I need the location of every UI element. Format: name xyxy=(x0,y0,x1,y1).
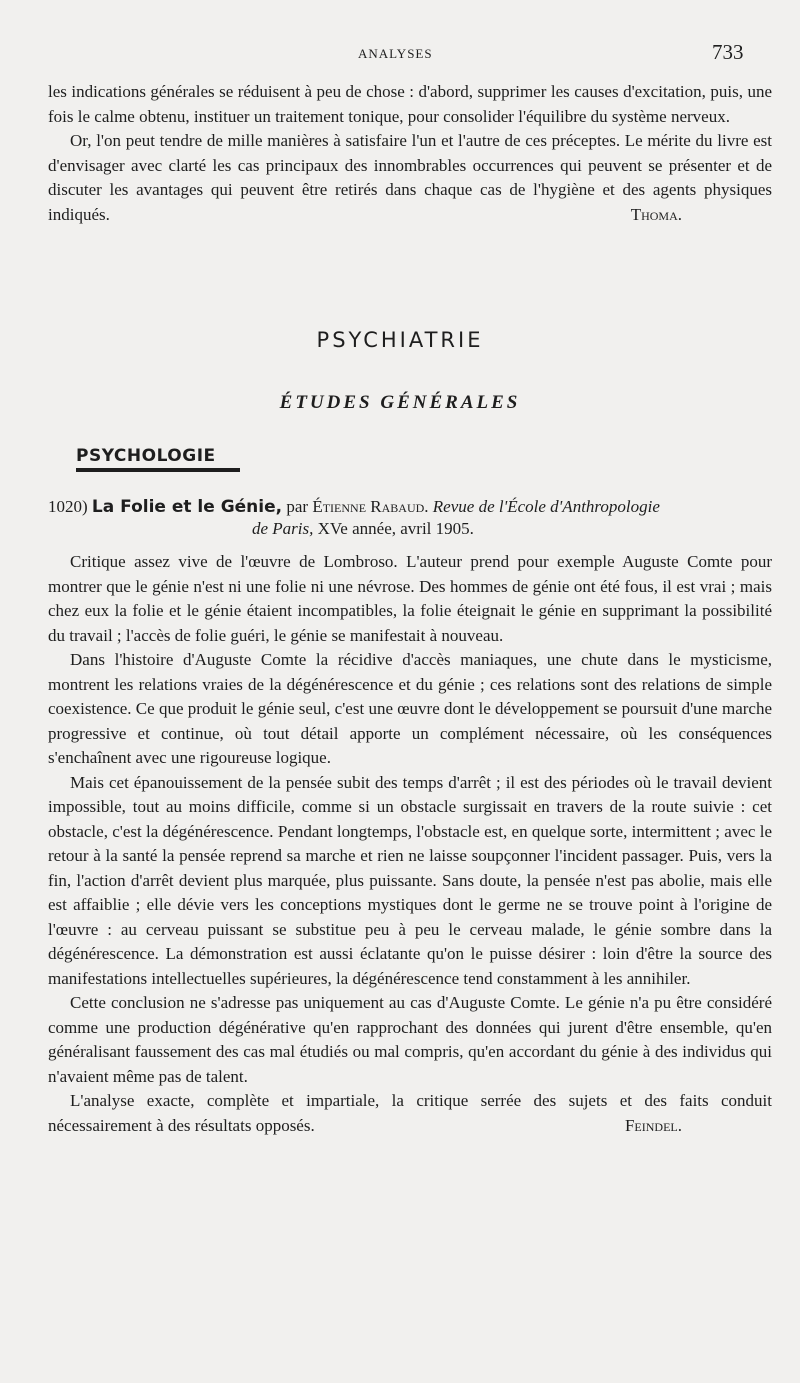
entry-author: Étienne Rabaud. xyxy=(312,497,429,516)
paragraph: les indications générales se réduisent à peu de chose : d'abord, supprimer les causes d'excitation, puis, une fois le calme obtenu, instituer un traitement tonique, pour consolider l'équilibre du système nerveux. xyxy=(48,82,772,126)
reviewer-signature: Thoma. xyxy=(630,204,682,224)
entry-journal: Revue de l'École d'Anthropologie xyxy=(432,497,660,516)
paragraph: Dans l'histoire d'Auguste Comte la récidive d'accès maniaques, une chute dans le mysticisme, montrent les relations vraies de la dégénérescence et du génie ; ces relations sont des relations de simple coexistence. Ce que produit le génie seul, c'est une œuvre dont le développement se poursuit d'une marche progressive et continue, où tout détail apporte un complément nécessaire, où les conséquences s'enchaînent avec une rigoureuse logique. xyxy=(48,650,772,767)
category-heading: PSYCHOLOGIE xyxy=(76,446,216,466)
category-underline xyxy=(76,468,240,472)
entry-title: La Folie et le Génie, xyxy=(91,497,283,517)
entry-by: par xyxy=(286,497,309,516)
paragraph: Critique assez vive de l'œuvre de Lombroso. L'auteur prend pour exemple Auguste Comte pour montrer que le génie n'est ni une folie ni une névrose. Des hommes de génie ont été fous, il est vrai ; mais chez eux la folie et le génie étaient incompatibles, la folie éteignait le génie en supprimant la possibilité du travail ; l'accès de folie guéri, le génie se manifestait à nouveau. xyxy=(48,552,772,645)
paragraph: Or, l'on peut tendre de mille manières à satisfaire l'un et l'autre de ces préceptes. Le mérite du livre est d'envisager avec clarté les cas principaux des innombrables occurrences qui peuvent se présenter et de discuter les avantages qui peuvent être retirés dans chaque cas de l'hygiène et des agents physiques indiqués. Thoma. xyxy=(48,129,772,227)
top-text-block xyxy=(48,80,772,227)
running-head xyxy=(0,40,800,64)
entry-line-1 xyxy=(48,496,772,518)
entry-number: 1020) xyxy=(48,497,88,516)
section-subheading: ÉTUDES GÉNÉRALES xyxy=(279,392,521,413)
page-number: 733 xyxy=(712,40,744,64)
entry-line-2 xyxy=(48,518,772,540)
bibliographic-entry xyxy=(48,496,772,540)
section-heading: PSYCHIATRIE xyxy=(316,328,484,352)
running-title: ANALYSES xyxy=(358,46,433,61)
paragraph: L'analyse exacte, complète et impartiale, la critique serrée des sujets et des faits conduit nécessairement à des résultats opposés. Feindel. xyxy=(48,1089,772,1138)
reviewer-signature: Feindel. xyxy=(624,1115,682,1135)
entry-journal-city: de Paris, xyxy=(252,519,314,538)
paragraph: Cette conclusion ne s'adresse pas uniquement au cas d'Auguste Comte. Le génie n'a pu être considéré comme une production dégénérative qu'en rapprochant des données qui jurent d'être ensemble, qu'en généralisant faussement des cas mal étudiés ou mal compris, qu'en accordant du génie à des individus qui n'avaient même pas de talent. xyxy=(48,993,772,1086)
paragraph: Mais cet épanouissement de la pensée subit des temps d'arrêt ; il est des périodes où le travail devient impossible, tout au moins difficile, comme si un obstacle surgissait en travers de la route suivie : cet obstacle, c'est la dégénérescence. Pendant longtemps, l'obstacle est, en quelque sorte, intermittent ; avec le retour à la santé la pensée reprend sa marche et rien ne laisse soupçonner l'incident passager. Puis, vers la fin, l'action d'arrêt devient plus marquée, plus puissante. Sans doute, la pensée n'est pas abolie, mais elle est affaiblie ; elle dévie vers les conceptions mystiques dont le germe ne se trouve point à l'origine de l'œuvre : au cerveau puissant se substitue peu à peu le cerveau malade, le génie sombre dans la dégénérescence. La démonstration est aussi éclatante qu'on le puisse désirer : loin d'être la source des manifestations intellectuelles supérieures, la dégénérescence tend constamment à les annihiler. xyxy=(48,772,772,988)
entry-issue: XVe année, avril 1905. xyxy=(317,519,474,538)
review-body xyxy=(48,550,772,1138)
